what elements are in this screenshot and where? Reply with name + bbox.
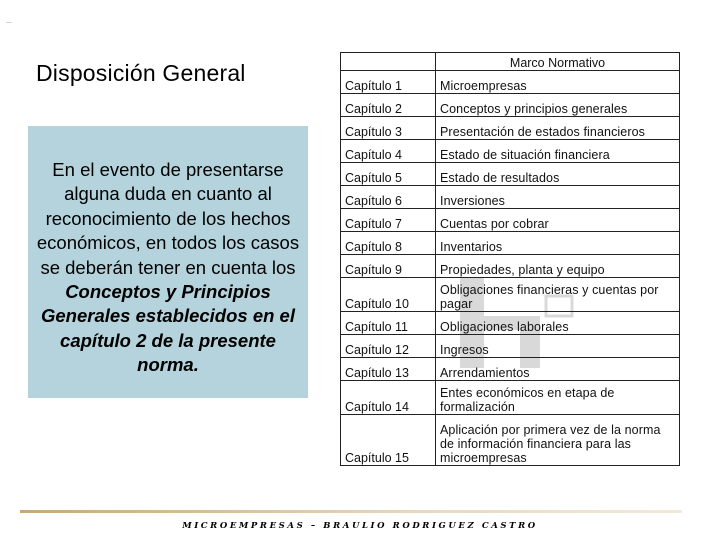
- table-row: [341, 71, 680, 94]
- table-row: [341, 163, 680, 186]
- table-row: [341, 209, 680, 232]
- chapter-cell: Capítulo 4: [341, 140, 436, 163]
- table-row: [341, 186, 680, 209]
- footer-text: MICROEMPRESAS – BRAULIO RODRIGUEZ CASTRO: [182, 521, 538, 531]
- chapter-cell: Capítulo 2: [341, 94, 436, 117]
- chapter-cell: Capítulo 11: [341, 312, 436, 335]
- table-row: [341, 117, 680, 140]
- table-row: [341, 94, 680, 117]
- chapter-cell: Capítulo 12: [341, 335, 436, 358]
- corner-mark: ...: [6, 18, 12, 25]
- description-cell: Conceptos y principios generales: [436, 94, 680, 117]
- table-header-spacer: [341, 53, 436, 71]
- chapter-cell: Capítulo 7: [341, 209, 436, 232]
- chapter-cell: Capítulo 10: [341, 278, 436, 312]
- description-cell: Estado de resultados: [436, 163, 680, 186]
- description-cell: Inversiones: [436, 186, 680, 209]
- page-title: Disposición General: [36, 60, 246, 86]
- description-cell: Inventarios: [436, 232, 680, 255]
- table-row: [341, 140, 680, 163]
- chapter-cell: Capítulo 14: [341, 381, 436, 415]
- description-cell: Aplicación por primera vez de la norma de información financiera para las microempresas: [436, 415, 680, 466]
- description-cell: Ingresos: [436, 335, 680, 358]
- note-emphasis: Conceptos y Principios Generales establecidos en el capítulo 2 de la presente norma.: [41, 281, 295, 376]
- table-row: [341, 415, 680, 466]
- chapter-cell: Capítulo 5: [341, 163, 436, 186]
- description-cell: Microempresas: [436, 71, 680, 94]
- table-header-row: [341, 53, 680, 71]
- table-row: [341, 335, 680, 358]
- chapter-cell: Capítulo 15: [341, 415, 436, 466]
- description-cell: Presentación de estados financieros: [436, 117, 680, 140]
- table-row: [341, 255, 680, 278]
- description-cell: Arrendamientos: [436, 358, 680, 381]
- description-cell: Obligaciones laborales: [436, 312, 680, 335]
- note-box: [28, 126, 308, 398]
- marco-normativo-table: [340, 52, 680, 466]
- table-row: [341, 232, 680, 255]
- table-header: Marco Normativo: [436, 53, 680, 71]
- note-text: En el evento de presentarse alguna duda en cuanto al reconocimiento de los hechos económicos, en todos los casos se deberán tener en cuenta los: [36, 159, 300, 278]
- chapter-cell: Capítulo 8: [341, 232, 436, 255]
- table-row: [341, 312, 680, 335]
- description-cell: Estado de situación financiera: [436, 140, 680, 163]
- chapter-cell: Capítulo 9: [341, 255, 436, 278]
- description-cell: Entes económicos en etapa de formalización: [436, 381, 680, 415]
- chapter-cell: Capítulo 6: [341, 186, 436, 209]
- table-row: [341, 381, 680, 415]
- description-cell: Obligaciones financieras y cuentas por pagar: [436, 278, 680, 312]
- description-cell: Cuentas por cobrar: [436, 209, 680, 232]
- chapter-cell: Capítulo 1: [341, 71, 436, 94]
- table-row: [341, 278, 680, 312]
- table-row: [341, 358, 680, 381]
- description-cell: Propiedades, planta y equipo: [436, 255, 680, 278]
- chapter-cell: Capítulo 13: [341, 358, 436, 381]
- footer-divider: [20, 510, 682, 513]
- chapter-cell: Capítulo 3: [341, 117, 436, 140]
